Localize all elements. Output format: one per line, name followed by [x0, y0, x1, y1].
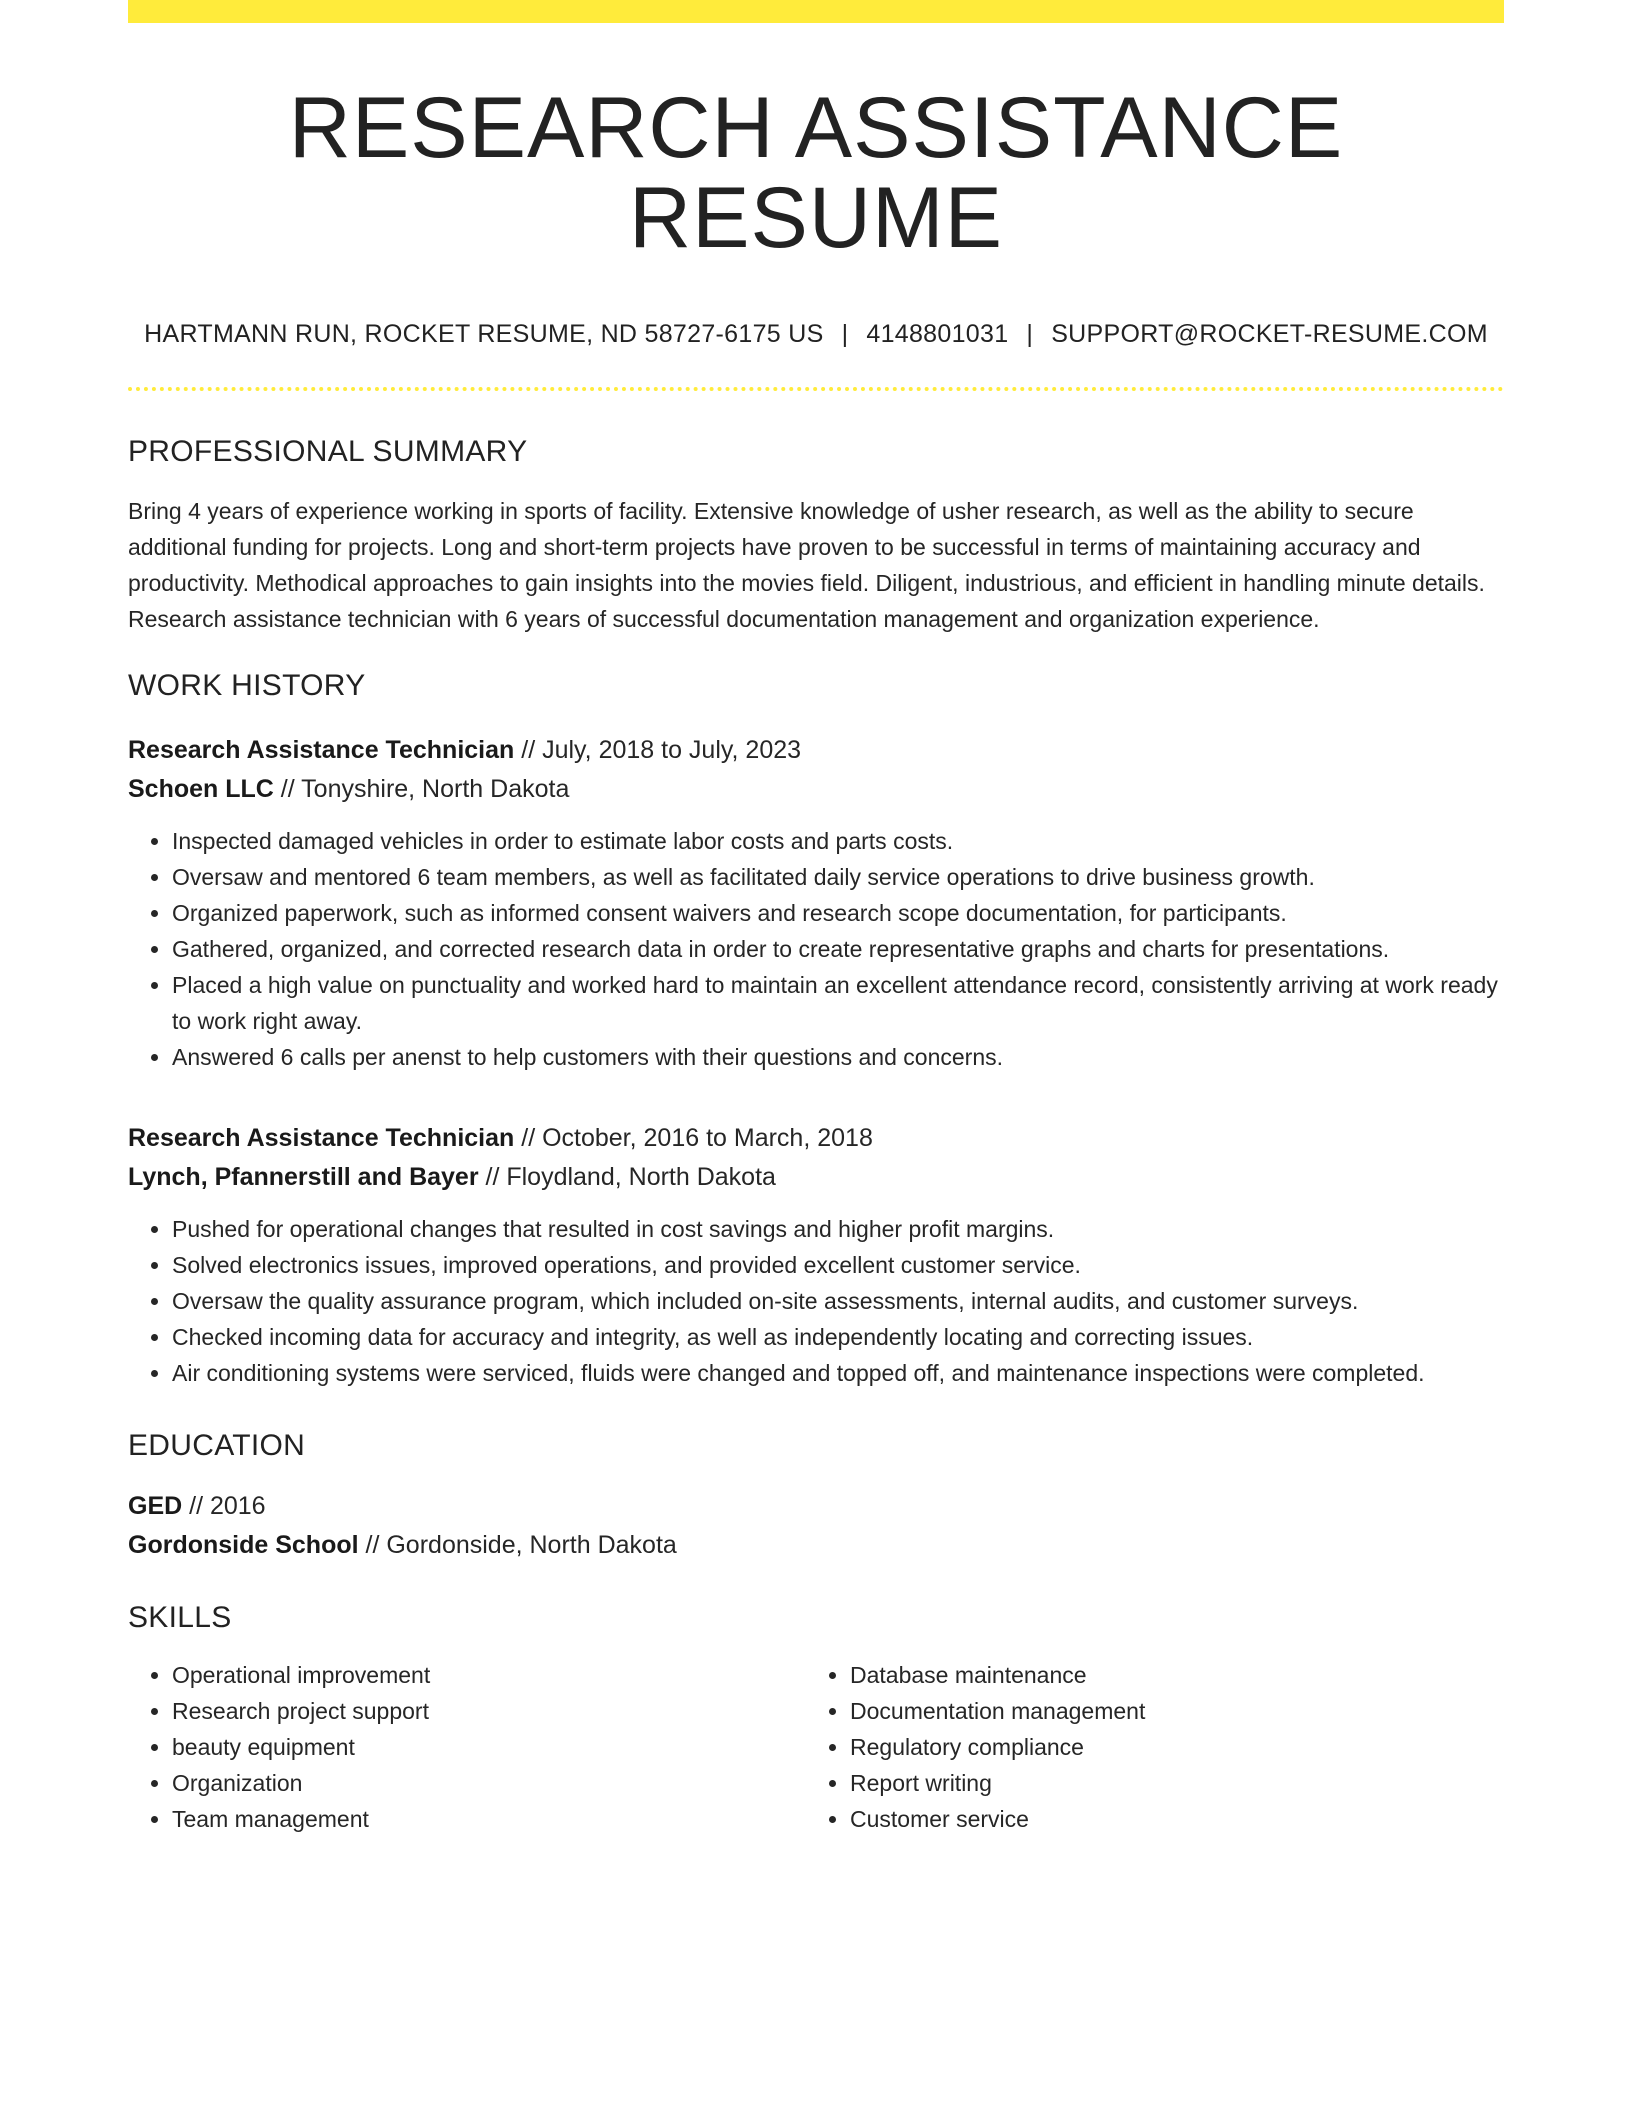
skill-item: • Database maintenance — [850, 1657, 1484, 1693]
job-dates: // July, 2018 to July, 2023 — [514, 735, 802, 764]
job-title: Research Assistance Technician — [128, 1123, 515, 1152]
school-location: // Gordonside, North Dakota — [358, 1530, 677, 1559]
skill-item: • Research project support — [172, 1693, 806, 1729]
skill-item: • Team management — [172, 1801, 806, 1837]
skills-column-right — [806, 1657, 1484, 1837]
contact-separator: | — [1026, 319, 1034, 348]
job-bullet: • Inspected damaged vehicles in order to estimate labor costs and parts costs. — [172, 823, 1504, 859]
job-company-line — [128, 770, 1504, 809]
skills-heading: SKILLS — [128, 1600, 232, 1634]
phone-number: 4148801031 — [866, 319, 1009, 348]
summary-heading: PROFESSIONAL SUMMARY — [128, 434, 528, 468]
job-entry — [128, 731, 1504, 1075]
job-bullet: • Pushed for operational changes that resulted in cost savings and higher profit margins. — [172, 1211, 1504, 1247]
job-dates: // October, 2016 to March, 2018 — [514, 1123, 873, 1152]
skills-grid — [128, 1657, 1504, 1837]
company-name: Schoen LLC — [128, 774, 274, 803]
education-entry — [128, 1487, 1504, 1565]
degree-year: // 2016 — [182, 1491, 266, 1520]
skill-item: • beauty equipment — [172, 1729, 806, 1765]
job-entry — [128, 1119, 1504, 1391]
job-bullet: • Oversaw and mentored 6 team members, as well as facilitated daily service operations to drive business growth. — [172, 859, 1504, 895]
skill-item: • Organization — [172, 1765, 806, 1801]
job-title: Research Assistance Technician — [128, 735, 515, 764]
company-location: // Tonyshire, North Dakota — [273, 774, 570, 803]
degree: GED — [128, 1491, 183, 1520]
skill-item: • Operational improvement — [172, 1657, 806, 1693]
skill-item: • Customer service — [850, 1801, 1484, 1837]
skill-item: • Documentation management — [850, 1693, 1484, 1729]
job-bullet: • Oversaw the quality assurance program, which included on-site assessments, internal audits, and customer surveys. — [172, 1283, 1504, 1319]
summary-text: Bring 4 years of experience working in sports of facility. Extensive knowledge of usher research, as well as the ability to secure additional funding for projects. Long and short-term projects have proven to be successful in terms of maintaining accuracy and productivity. Methodical approaches to gain insights into the movies field. Diligent, industrious, and efficient in handling minute details. Research assistance technician with 6 years of successful documentation management and organization experience. — [128, 497, 1485, 632]
work-history-heading: WORK HISTORY — [128, 668, 366, 702]
address: HARTMANN RUN, ROCKET RESUME, ND 58727-6175 US — [144, 319, 824, 348]
job-bullet: • Answered 6 calls per anenst to help customers with their questions and concerns. — [172, 1039, 1504, 1075]
skills-list — [806, 1657, 1484, 1837]
email-address: SUPPORT@ROCKET-RESUME.COM — [1051, 319, 1488, 348]
job-bullet-list — [128, 1211, 1504, 1391]
job-title-line — [128, 731, 1504, 770]
job-bullet: • Solved electronics issues, improved operations, and provided excellent customer service. — [172, 1247, 1504, 1283]
job-title-line — [128, 1119, 1504, 1158]
resume-title: RESEARCH ASSISTANCE RESUME — [288, 80, 1344, 267]
company-name: Lynch, Pfannerstill and Bayer — [128, 1162, 479, 1191]
top-accent-bar — [128, 0, 1504, 23]
skill-item: • Regulatory compliance — [850, 1729, 1484, 1765]
job-bullet: • Gathered, organized, and corrected research data in order to create representative graphs and charts for presentations. — [172, 931, 1504, 967]
school-line — [128, 1526, 1504, 1565]
education-heading: EDUCATION — [128, 1428, 306, 1462]
company-location: // Floydland, North Dakota — [478, 1162, 776, 1191]
job-bullet: • Organized paperwork, such as informed consent waivers and research scope documentation, for participants. — [172, 895, 1504, 931]
skills-column-left — [128, 1657, 806, 1837]
dotted-divider — [128, 387, 1504, 391]
skills-list — [128, 1657, 806, 1837]
skill-item: • Report writing — [850, 1765, 1484, 1801]
degree-line — [128, 1487, 1504, 1526]
contact-line — [128, 320, 1504, 349]
school-name: Gordonside School — [128, 1530, 359, 1559]
contact-separator: | — [841, 319, 849, 348]
job-company-line — [128, 1158, 1504, 1197]
resume-page — [128, 0, 1504, 1837]
job-bullet: • Placed a high value on punctuality and worked hard to maintain an excellent attendance record, consistently arriving at work ready to work right away. — [172, 967, 1504, 1039]
job-bullet-list — [128, 823, 1504, 1075]
job-bullet: • Air conditioning systems were serviced, fluids were changed and topped off, and maintenance inspections were completed. — [172, 1355, 1504, 1391]
job-bullet: • Checked incoming data for accuracy and integrity, as well as independently locating and correcting issues. — [172, 1319, 1504, 1355]
